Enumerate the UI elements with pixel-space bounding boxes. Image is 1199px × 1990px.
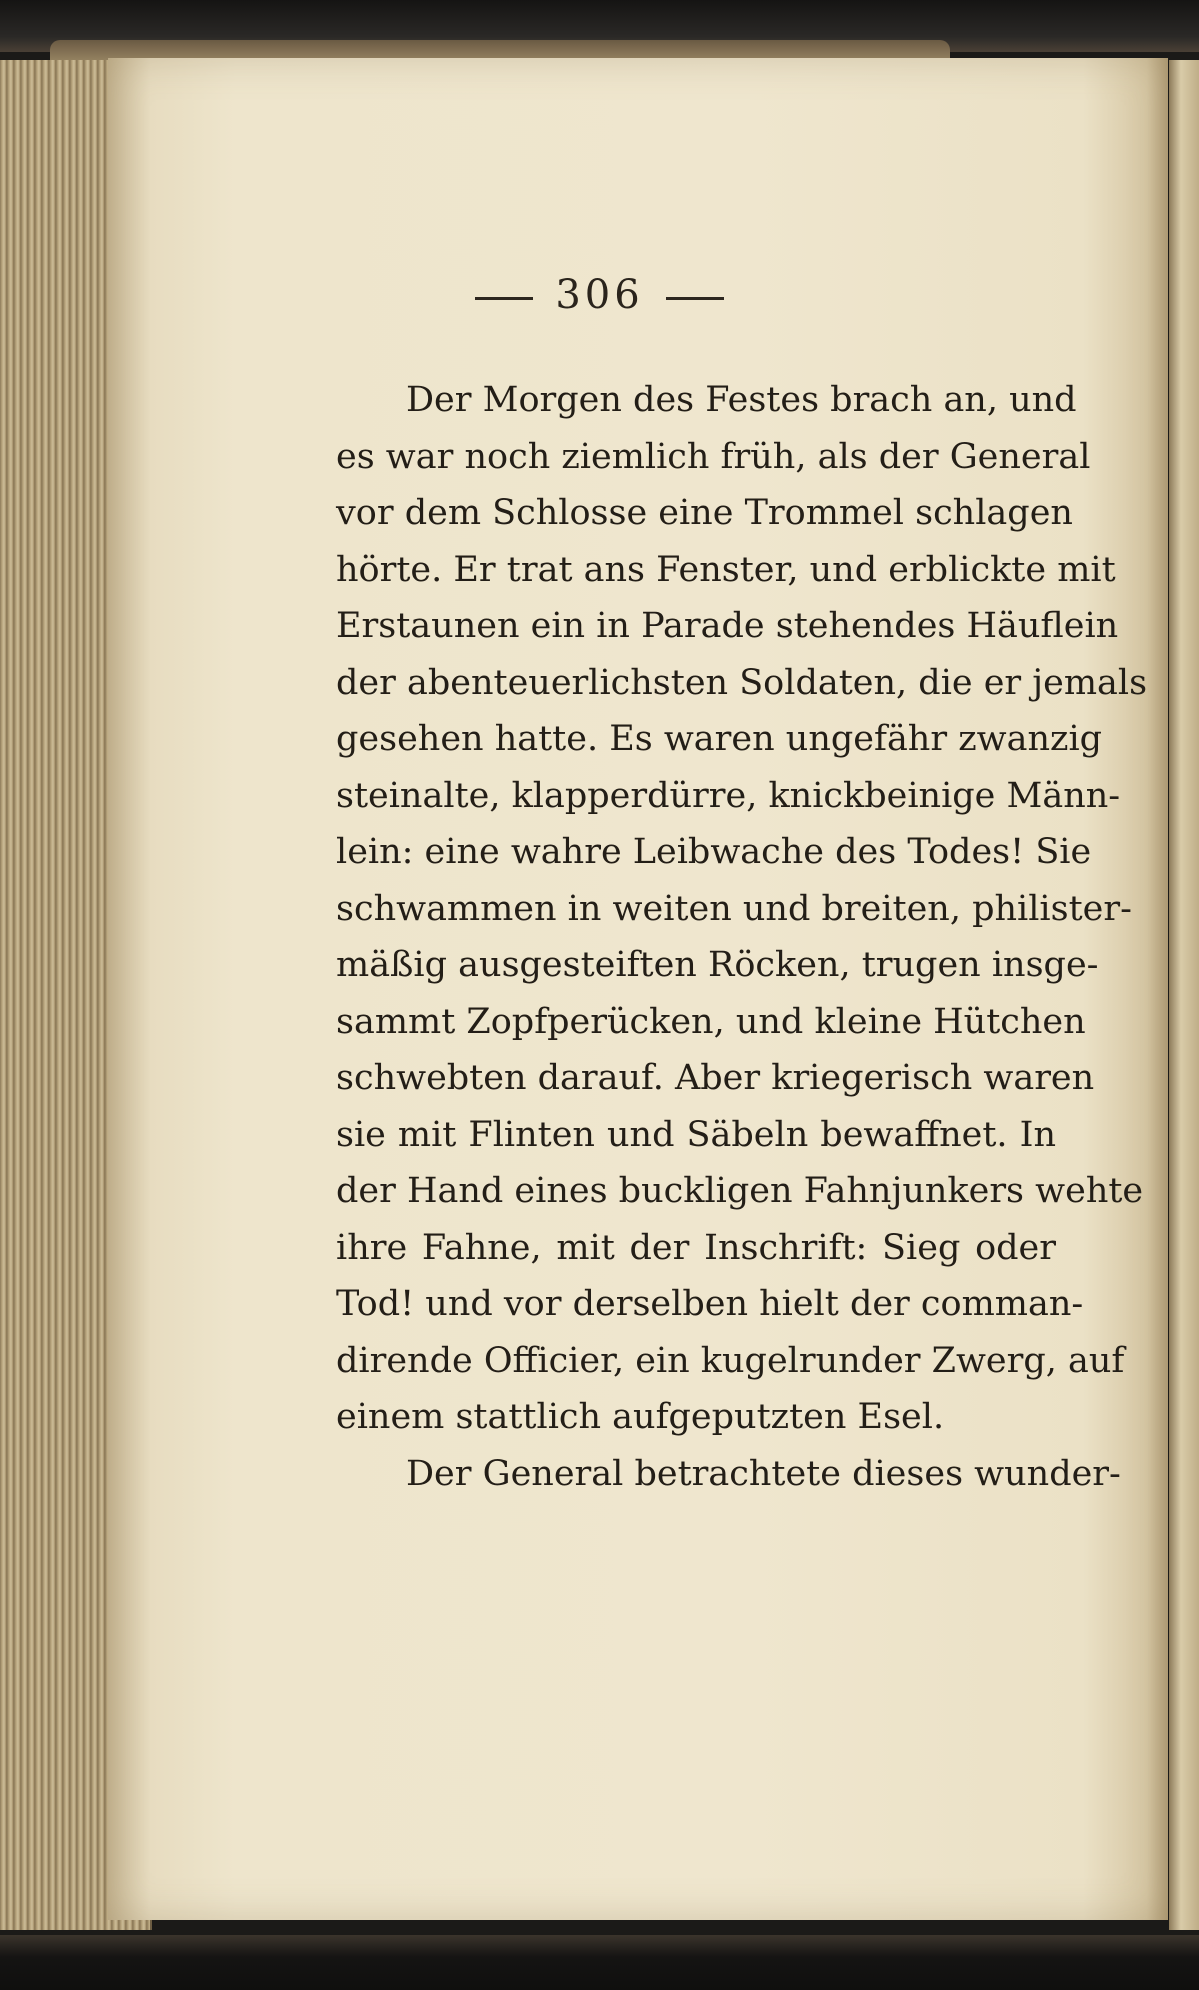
text-line: schwammen in weiten und breiten, philister- [336, 888, 1132, 929]
text-line: der abenteuerlichsten Soldaten, die er jemals [336, 662, 1148, 703]
text-line: hörte. Er trat ans Fenster, und erblickte mit [336, 549, 1116, 590]
text-line: ihre Fahne, mit der Inschrift: Sieg oder [336, 1227, 1056, 1268]
text-line: es war noch ziemlich früh, als der General [336, 436, 1091, 477]
text-line: vor dem Schlosse eine Trommel schlagen [336, 493, 1073, 533]
text-line: sie mit Flinten und Säbeln bewaffnet. In [336, 1114, 1056, 1155]
left-dash [475, 297, 533, 300]
text-line: einem stattlich aufgeputzten Esel. [336, 1397, 945, 1437]
text-line: schwebten darauf. Aber kriegerisch waren [336, 1058, 1095, 1098]
text-line: gesehen hatte. Es waren ungefähr zwanzig [336, 719, 1103, 759]
text-line: der Hand eines buckligen Fahnjunkers wehte [336, 1171, 1144, 1211]
text-line: dirende Officier, ein kugelrunder Zwerg, auf [336, 1340, 1125, 1381]
text-line: steinalte, klapperdürre, knickbeinige Männ- [336, 775, 1121, 816]
scan-bottom-border [0, 1935, 1199, 1990]
text-line: Der General betrachtete dieses wunder- [406, 1453, 1121, 1494]
text-line: Tod! und vor derselben hielt der comman- [336, 1284, 1084, 1324]
book-right-edge [1169, 60, 1199, 1930]
text-line: Der Morgen des Festes brach an, und [406, 380, 1077, 420]
text-line: lein: eine wahre Leibwache des Todes! Sie [336, 832, 1092, 872]
page-number: 306 [555, 272, 644, 318]
page-number-header [0, 272, 1199, 318]
body-text [336, 372, 1148, 1502]
text-line: Erstaunen ein in Parade stehendes Häuflein [336, 606, 1119, 646]
text-line: mäßig ausgesteiften Röcken, trugen insge- [336, 945, 1099, 985]
right-dash [666, 297, 724, 300]
text-line: sammt Zopfperücken, und kleine Hütchen [336, 1001, 1086, 1042]
